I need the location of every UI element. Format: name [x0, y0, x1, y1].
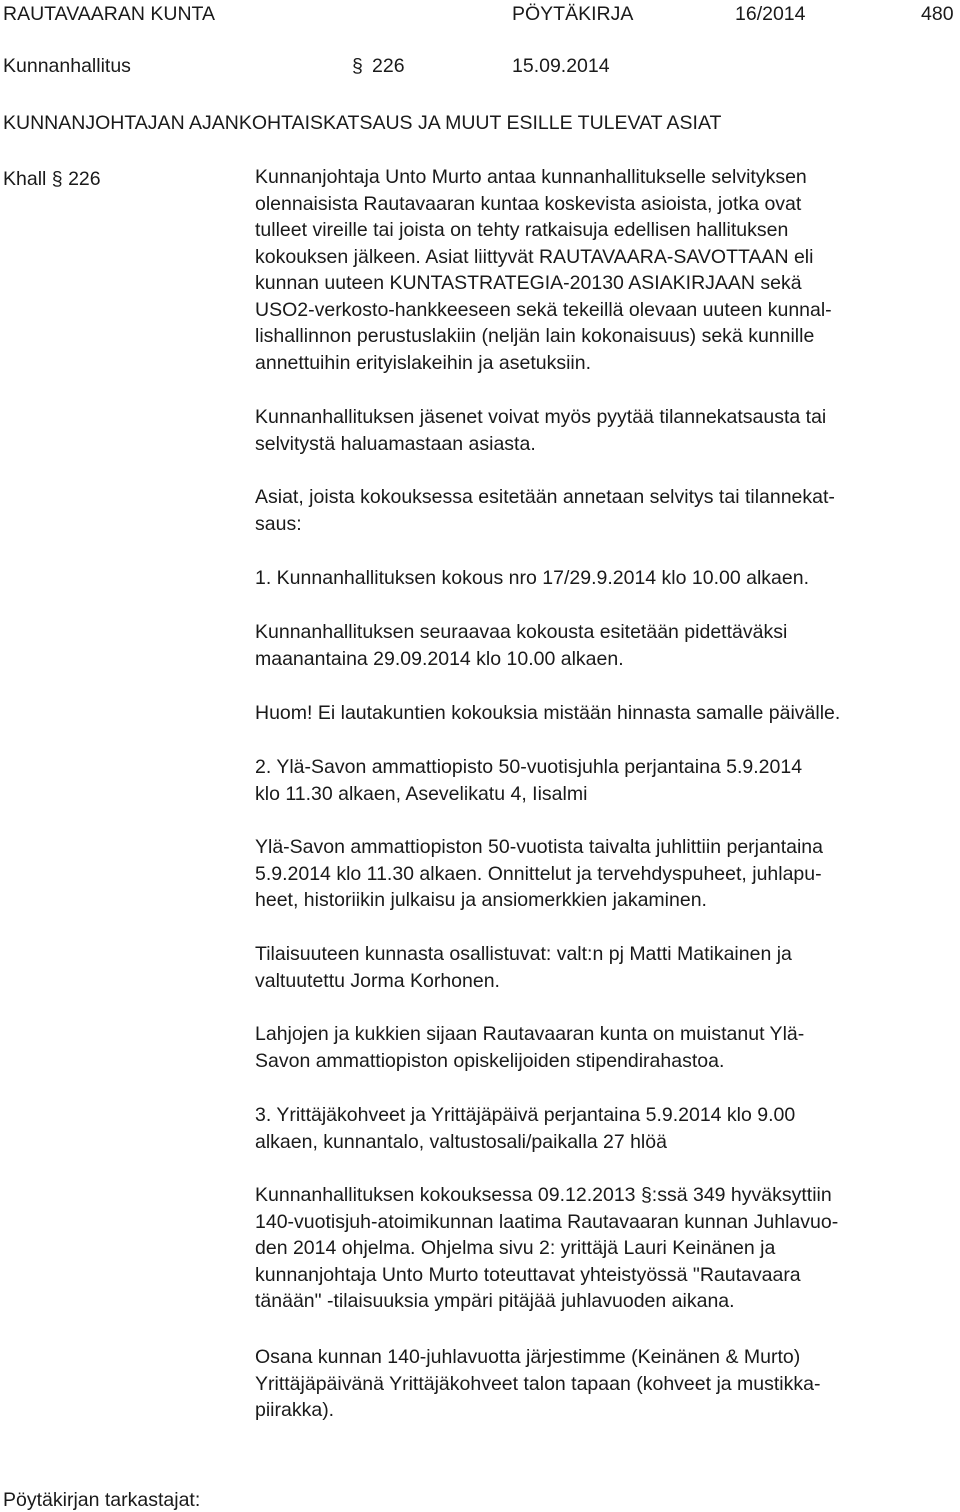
paragraph-item-1 — [255, 565, 960, 592]
paragraph-members — [255, 404, 960, 457]
text-line: Asiat, joista kokouksessa esitetään annetaan selvitys tai tilannekat- — [255, 486, 835, 508]
text-line: valtuutettu Jorma Korhonen. — [255, 969, 500, 992]
text-line: piirakka). — [255, 1399, 335, 1421]
text-line: Savon ammattiopiston opiskelijoiden stipendirahastoa. — [255, 1049, 725, 1072]
text-line: Huom! Ei lautakuntien kokouksia mistään hinnasta samalle päivälle. — [255, 702, 841, 724]
text-line: kokouksen jälkeen. Asiat liittyvät RAUTAVAARA-SAVOTTAAN eli — [255, 245, 814, 268]
text-line: tänään" -tilaisuuksia ympäri pitäjää juhlavuoden aikana. — [255, 1290, 735, 1312]
paragraph-items-intro — [255, 484, 960, 537]
text-line: lishallinnon perustuslakiin (neljän lain kokonaisuus) sekä kunnille — [255, 325, 815, 347]
meeting-date: 15.09.2014 — [512, 55, 610, 77]
text-line: klo 11.30 alkaen, Asevelikatu 4, Iisalmi — [255, 782, 588, 805]
paragraph-program — [255, 1182, 960, 1315]
text-line: Kunnanhallituksen jäsenet voivat myös pyytää tilannekatsausta tai — [255, 406, 827, 428]
section-label-prefix: Khall — [3, 168, 47, 190]
paragraph-celebration — [255, 834, 960, 914]
paragraph-attendees — [255, 941, 960, 994]
text-line: Kunnanhallituksen kokouksessa 09.12.2013 §:ssä 349 hyväksyttiin — [255, 1184, 832, 1206]
text-line: olennaisista Rautavaaran kuntaa koskevista asioista, jotka ovat — [255, 192, 802, 215]
section-label-mark: § — [51, 168, 63, 190]
text-line: Yrittäjäpäivänä Yrittäjäkohveet talon tapaan (kohveet ja mustikka- — [255, 1372, 821, 1395]
paragraph-next-meeting — [255, 619, 960, 672]
text-line: alkaen, kunnantalo, valtustosali/paikalla 27 hlöä — [255, 1130, 667, 1153]
text-line: annettuihin erityislakeihin ja asetuksiin. — [255, 351, 592, 374]
text-line: 2. Ylä-Savon ammattiopisto 50-vuotisjuhla perjantaina 5.9.2014 — [255, 756, 803, 778]
text-line: Kunnanjohtaja Unto Murto antaa kunnanhallitukselle selvityksen — [255, 166, 807, 188]
text-line: heet, historiikin julkaisu ja ansiomerkkien jakaminen. — [255, 889, 707, 911]
paragraph-item-3 — [255, 1102, 960, 1155]
minutes-checkers-label: Pöytäkirjan tarkastajat: — [3, 1489, 201, 1511]
paragraph-gifts — [255, 1021, 960, 1074]
text-line: tulleet vireille tai joista on tehty ratkaisuja edellisen hallituksen — [255, 219, 789, 241]
org-name: RAUTAVAARAN KUNTA — [3, 3, 215, 25]
text-line: USO2-verkosto-hankkeeseen sekä tekeillä olevaan uuteen kunnal- — [255, 298, 832, 321]
page-number: 480 — [921, 3, 954, 25]
text-line: Lahjojen ja kukkien sijaan Rautavaaran kunta on muistanut Ylä- — [255, 1023, 805, 1045]
text-line: 5.9.2014 klo 11.30 alkaen. Onnittelut ja tervehdyspuheet, juhlapu- — [255, 862, 822, 885]
text-line: selvitystä haluamastaan asiasta. — [255, 432, 536, 455]
paragraph-entrepreneur-day — [255, 1344, 960, 1424]
section-label — [3, 166, 101, 192]
document-number: 16/2014 — [735, 3, 806, 25]
text-line: Kunnanhallituksen seuraavaa kokousta esitetään pidettäväksi — [255, 621, 788, 643]
section-mark: § — [352, 55, 363, 77]
paragraph-item-2 — [255, 754, 960, 807]
section-label-number: 226 — [68, 168, 101, 190]
section-number: 226 — [372, 55, 405, 77]
agenda-title: KUNNANJOHTAJAN AJANKOHTAISKATSAUS JA MUUT ESILLE TULEVAT ASIAT — [3, 112, 722, 134]
text-line: kunnan uuteen KUNTASTRATEGIA-20130 ASIAKIRJAAN sekä — [255, 272, 802, 294]
text-line: saus: — [255, 512, 302, 535]
text-line: maanantaina 29.09.2014 klo 10.00 alkaen. — [255, 647, 624, 670]
text-line: Ylä-Savon ammattiopiston 50-vuotista taivalta juhlittiin perjantaina — [255, 836, 823, 858]
text-line: Osana kunnan 140-juhlavuotta järjestimme (Keinänen & Murto) — [255, 1346, 801, 1368]
text-line: 1. Kunnanhallituksen kokous nro 17/29.9.2014 klo 10.00 alkaen. — [255, 567, 809, 589]
text-line: den 2014 ohjelma. Ohjelma sivu 2: yrittäjä Lauri Keinänen ja — [255, 1237, 776, 1259]
paragraph-note — [255, 700, 960, 727]
document-type: PÖYTÄKIRJA — [512, 3, 634, 25]
text-line: 140-vuotisjuh-atoimikunnan laatima Rautavaaran kunnan Juhlavuo- — [255, 1210, 839, 1233]
text-line: 3. Yrittäjäkohveet ja Yrittäjäpäivä perjantaina 5.9.2014 klo 9.00 — [255, 1104, 796, 1126]
text-line: kunnanjohtaja Unto Murto toteuttavat yhteistyössä "Rautavaara — [255, 1263, 801, 1286]
paragraph-intro — [255, 164, 960, 376]
body-name: Kunnanhallitus — [3, 55, 131, 77]
text-line: Tilaisuuteen kunnasta osallistuvat: valt:n pj Matti Matikainen ja — [255, 943, 792, 965]
